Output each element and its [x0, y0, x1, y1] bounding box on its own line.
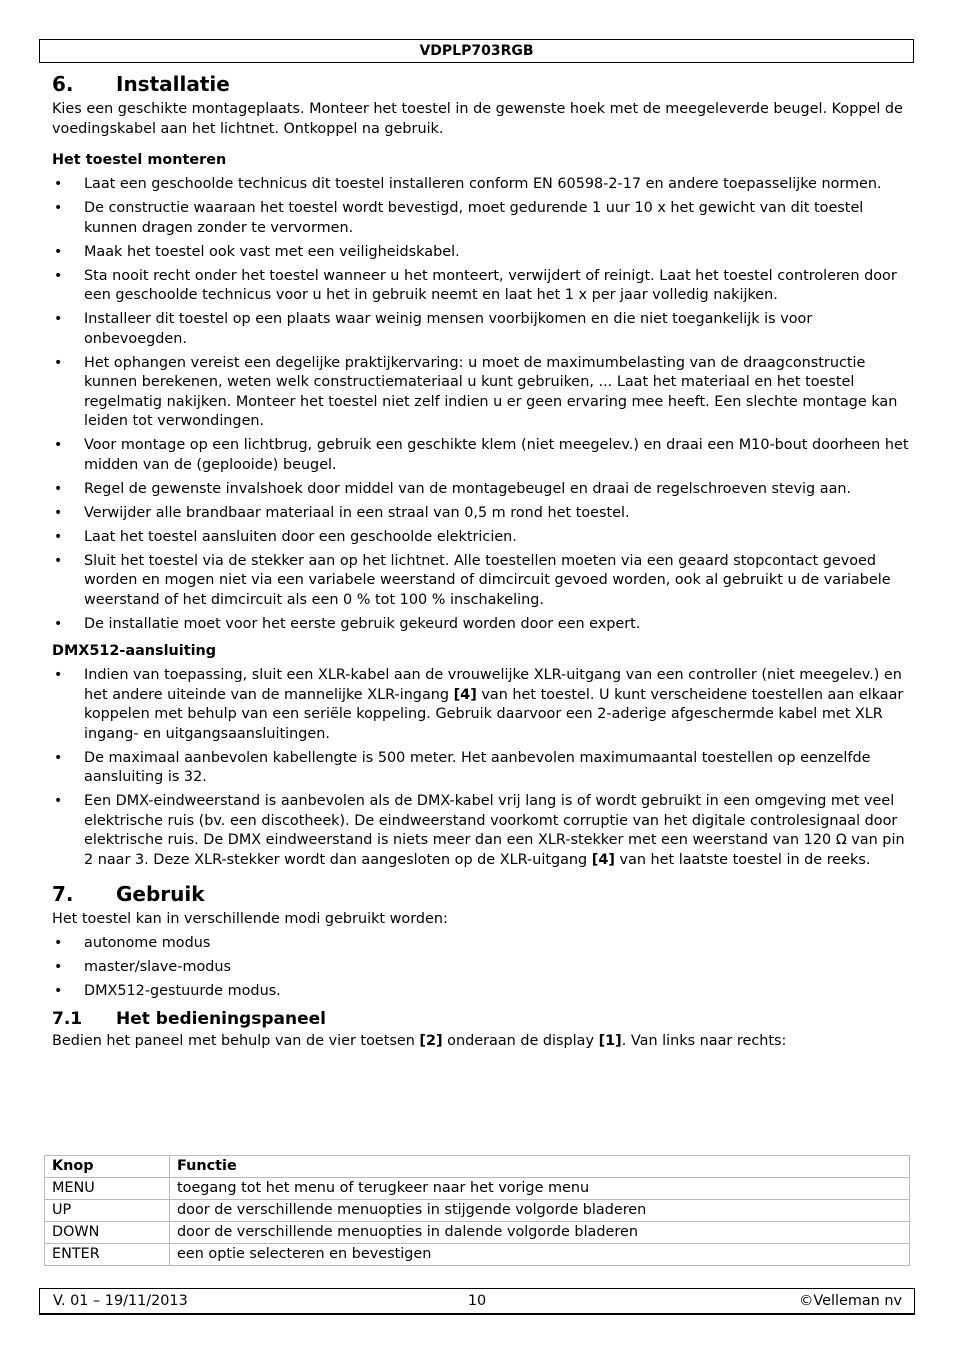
- table-cell: DOWN: [45, 1222, 170, 1244]
- page-content: [52, 68, 912, 1052]
- dmx-list: [52, 666, 912, 870]
- reference-number: [1]: [598, 1033, 622, 1049]
- table-cell: toegang tot het menu of terugkeer naar het vorige menu: [170, 1178, 910, 1200]
- list-item: [52, 666, 912, 744]
- reference-number: [4]: [453, 686, 477, 703]
- section-number: 7.1: [52, 1009, 83, 1029]
- document-footer: [39, 1288, 915, 1315]
- list-item: • Verwijder alle brandbaar materiaal in een straal van 0,5 m rond het toestel.: [52, 504, 912, 524]
- text: Een DMX-eindweerstand is aanbevolen als de DMX-kabel vrij lang is of wordt gebruikt in een omgeving met veel elektrische ruis (bv. een discotheek). De eindweerstand voorkomt corruptie van het digitale controlesignaal door elektrische ruis. De DMX eindweerstand is niets meer dan een XLR-stekker met een weerstand van 120 Ω van pin 2 naar 3. Deze XLR-stekker wordt dan aangesloten op de XLR-uitgang: [84, 793, 905, 868]
- table-row: [45, 1222, 910, 1244]
- list-item: • Installeer dit toestel op een plaats waar weinig mensen voorbijkomen en die niet toegankelijk is voor onbevoegden.: [52, 310, 912, 349]
- list-item: • DMX512-gestuurde modus.: [52, 982, 912, 1002]
- dmx-subheading: DMX512-aansluiting: [52, 643, 217, 659]
- list-item: • Maak het toestel ook vast met een veiligheidskabel.: [52, 243, 912, 263]
- list-item: • De installatie moet voor het eerste gebruik gekeurd worden door een expert.: [52, 615, 912, 635]
- reference-number: [2]: [419, 1033, 443, 1049]
- model-number: VDPLP703RGB: [419, 43, 534, 59]
- column-header-functie: Functie: [170, 1156, 910, 1178]
- mount-subheading: Het toestel monteren: [52, 152, 227, 168]
- list-item: • Laat het toestel aansluiten door een geschoolde elektricien.: [52, 528, 912, 548]
- list-item: • De constructie waaraan het toestel wordt bevestigd, moet gedurende 1 uur 10 x het gewicht van dit toestel kunnen dragen zonder te vervormen.: [52, 199, 912, 238]
- list-item: • Het ophangen vereist een degelijke praktijkervaring: u moet de maximumbelasting van de draagconstructie kunnen berekenen, weten welk constructiemateriaal u kunt gebruiken, ... Laat het materiaal en het toestel regelmatig nakijken. Monteer het toestel niet zelf indien u er geen ervaring mee heeft. Een slechte montage kan leiden tot verwondingen.: [52, 354, 912, 432]
- list-item: [52, 792, 912, 870]
- text: van het toestel. U kunt verscheidene toestellen aan elkaar koppelen met behulp van een seriële koppeling. Gebruik daarvoor een 2-aderige afgeschermde kabel met XLR ingang- en uitgangsaansluitingen.: [84, 686, 904, 742]
- list-item: • De maximaal aanbevolen kabellengte is 500 meter. Het aanbevolen maximumaantal toestellen op eenzelfde aansluiting is 32.: [52, 749, 912, 788]
- version-date: V. 01 – 19/11/2013: [53, 1293, 188, 1309]
- list-item: • Sta nooit recht onder het toestel wanneer u het monteert, verwijdert of reinigt. Laat het toestel controleren door een geschoolde technicus voor u het in gebruik neemt en laat het 1 x per jaar volledig nakijken.: [52, 267, 912, 306]
- table-cell: MENU: [45, 1178, 170, 1200]
- copyright: ©Velleman nv: [799, 1293, 902, 1309]
- modes-list: [52, 934, 912, 1002]
- section-7-intro: Het toestel kan in verschillende modi gebruikt worden:: [52, 911, 448, 927]
- mount-list: [52, 175, 912, 634]
- list-item: • Laat een geschoolde technicus dit toestel installeren conform EN 60598-2-17 en andere toepasselijke normen.: [52, 175, 912, 195]
- table-header-row: [45, 1156, 910, 1178]
- page-number: 10: [467, 1293, 487, 1309]
- text: Bedien het paneel met behulp van de vier toetsen: [52, 1033, 420, 1049]
- reference-number: [4]: [591, 851, 615, 868]
- list-item: • Sluit het toestel via de stekker aan op het lichtnet. Alle toestellen moeten via een geaard stopcontact gevoed worden en mogen niet via een variabele weerstand of dimcircuit gevoed worden, ook al gebruikt u de variabele weerstand of het dimcircuit als een 0 % tot 100 % inschakeling.: [52, 552, 912, 611]
- section-number: 6.: [52, 72, 74, 96]
- column-header-knop: Knop: [45, 1156, 170, 1178]
- list-item: • autonome modus: [52, 934, 912, 954]
- table-cell: door de verschillende menuopties in dalende volgorde bladeren: [170, 1222, 910, 1244]
- table-cell: UP: [45, 1200, 170, 1222]
- document-header: [39, 39, 914, 63]
- table-cell: een optie selecteren en bevestigen: [170, 1244, 910, 1266]
- table-cell: ENTER: [45, 1244, 170, 1266]
- section-title: Installatie: [116, 72, 230, 96]
- list-item: • Voor montage op een lichtbrug, gebruik een geschikte klem (niet meegelev.) en draai een M10-bout doorheen het midden van de (geplooide) beugel.: [52, 436, 912, 475]
- text: onderaan de display: [442, 1033, 599, 1049]
- button-function-table: [44, 1155, 910, 1266]
- section-title: Het bedieningspaneel: [116, 1009, 326, 1029]
- section-6-heading: [52, 68, 912, 100]
- table-row: [45, 1244, 910, 1266]
- section-title: Gebruik: [116, 882, 205, 906]
- list-item: • master/slave-modus: [52, 958, 912, 978]
- section-7-heading: [52, 878, 912, 910]
- table-row: [45, 1200, 910, 1222]
- text: Indien van toepassing, sluit een XLR-kabel aan de vrouwelijke XLR-uitgang van een controller (niet meegelev.) en het andere uiteinde van de mannelijke XLR-ingang: [84, 667, 902, 703]
- section-6-intro: Kies een geschikte montageplaats. Monteer het toestel in de gewenste hoek met de meegeleverde beugel. Koppel de voedingskabel aan het lichtnet. Ontkoppel na gebruik.: [52, 101, 903, 137]
- section-7-1-heading: [52, 1006, 912, 1032]
- table-cell: door de verschillende menuopties in stijgende volgorde bladeren: [170, 1200, 910, 1222]
- list-item: • Regel de gewenste invalshoek door middel van de montagebeugel en draai de regelschroeven stevig aan.: [52, 480, 912, 500]
- section-number: 7.: [52, 882, 74, 906]
- text: . Van links naar rechts:: [621, 1033, 787, 1049]
- table-row: [45, 1178, 910, 1200]
- section-7-1-intro: [52, 1032, 912, 1052]
- text: van het laatste toestel in de reeks.: [614, 851, 871, 868]
